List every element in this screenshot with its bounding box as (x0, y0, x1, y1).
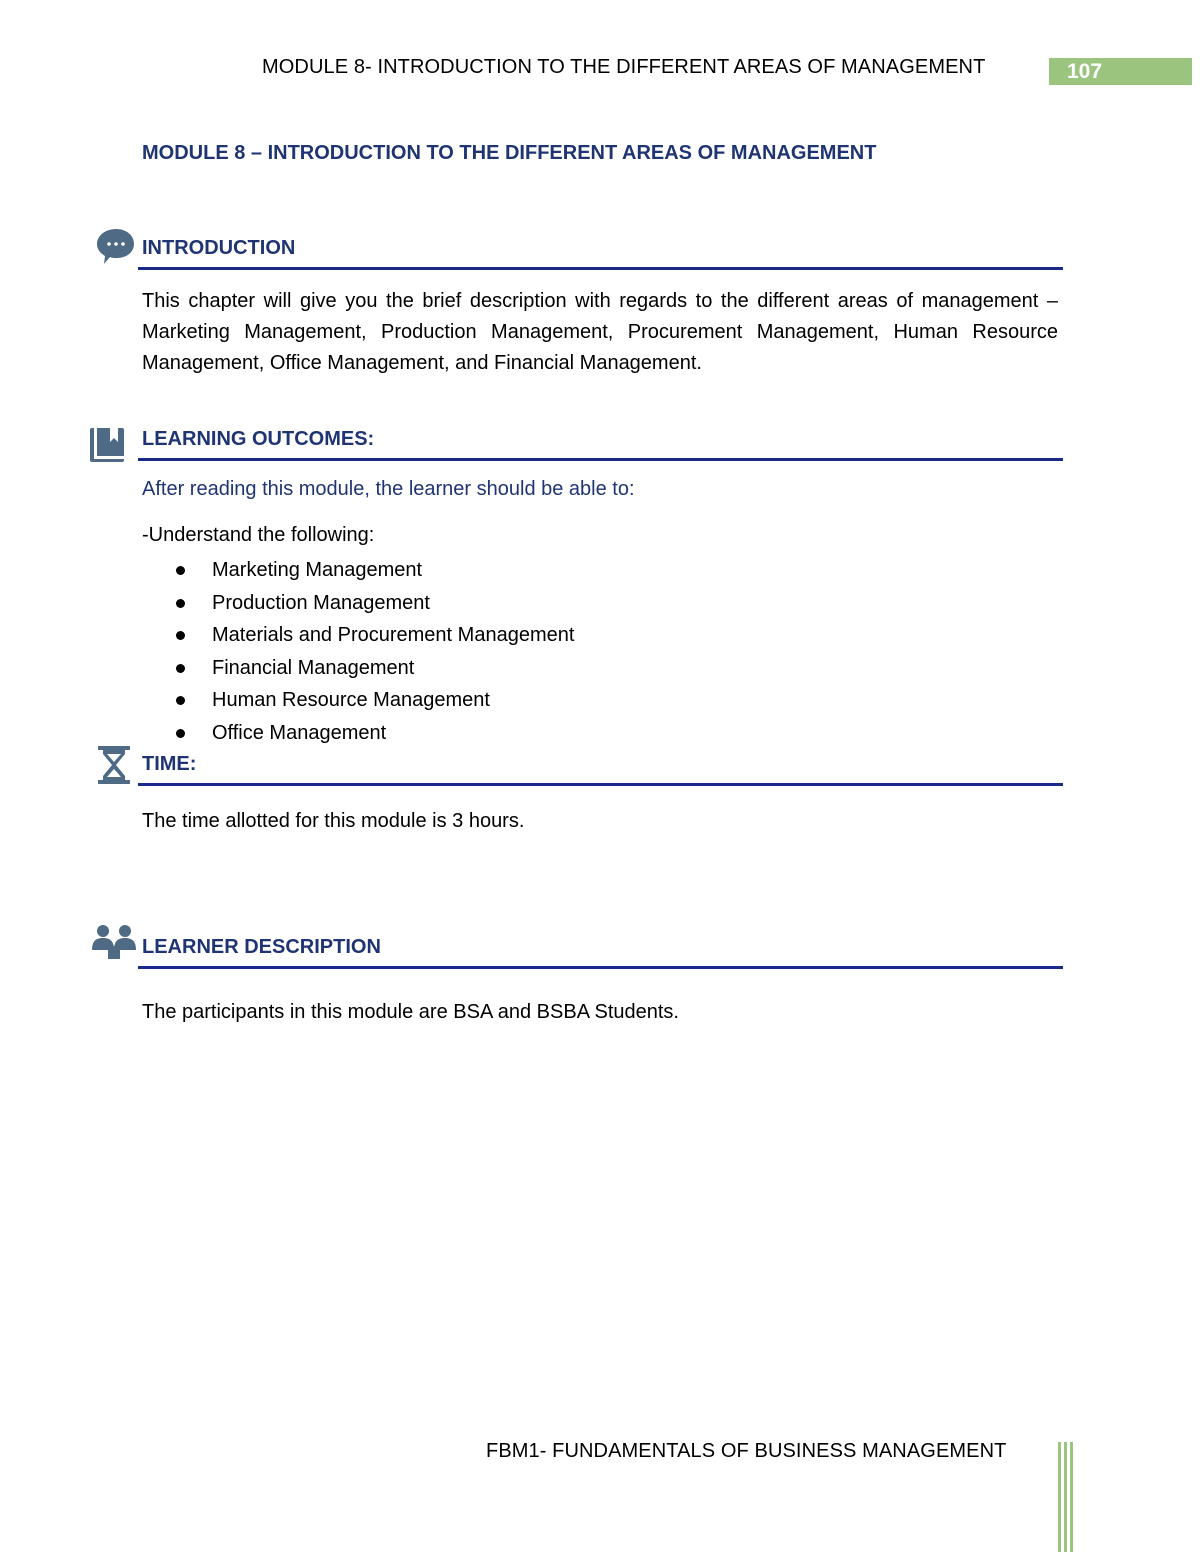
list-item-text: Human Resource Management (212, 689, 490, 712)
bullet-icon (176, 729, 185, 738)
bullet-icon (176, 566, 185, 575)
bullet-icon (176, 696, 185, 705)
module-title: MODULE 8 – INTRODUCTION TO THE DIFFERENT AREAS OF MANAGEMENT (142, 142, 877, 164)
page-number: 107 (1049, 58, 1192, 85)
learner-description-rule (138, 966, 1063, 969)
list-item (174, 686, 574, 719)
list-item (174, 589, 574, 622)
outcomes-lead: After reading this module, the learner should be able to: (142, 478, 635, 500)
list-item-text: Marketing Management (212, 559, 423, 581)
outcome-list (174, 556, 574, 752)
list-item-text: Production Management (212, 591, 430, 614)
people-icon (91, 924, 139, 960)
list-item (174, 719, 574, 752)
footer-course-title: FBM1- FUNDAMENTALS OF BUSINESS MANAGEMENT (486, 1440, 1007, 1462)
bullet-icon (176, 664, 185, 673)
footer-bar (1070, 1442, 1073, 1552)
introduction-rule (138, 267, 1063, 270)
time-rule (138, 783, 1063, 786)
learner-description-heading: LEARNER DESCRIPTION (142, 936, 381, 958)
list-item-text: Materials and Procurement Management (212, 624, 575, 647)
list-item-text: Office Management (212, 721, 387, 744)
time-body: The time allotted for this module is 3 hours. (142, 810, 525, 832)
footer-bar (1064, 1442, 1067, 1552)
book-icon (88, 424, 128, 464)
learner-description-body: The participants in this module are BSA and BSBA Students. (142, 1001, 679, 1023)
list-item (174, 556, 574, 589)
bullet-icon (176, 599, 185, 608)
learning-outcomes-rule (138, 458, 1063, 461)
understand-line: -Understand the following: (142, 524, 375, 546)
list-item-text: Financial Management (212, 656, 415, 679)
learning-outcomes-heading: LEARNING OUTCOMES: (142, 428, 375, 450)
running-header: MODULE 8- INTRODUCTION TO THE DIFFERENT AREAS OF MANAGEMENT (262, 56, 986, 78)
time-heading: TIME: (142, 753, 197, 775)
list-item (174, 654, 574, 687)
list-item (174, 621, 574, 654)
introduction-body: This chapter will give you the brief description with regards to the different areas of management – Marketing Management, Production Management, Procurement Management, Human Resource Management, Office Management, and Financial Management. (142, 290, 1058, 374)
bullet-icon (176, 631, 185, 640)
speech-bubble-icon (95, 227, 137, 267)
hourglass-icon (96, 745, 132, 785)
introduction-heading: INTRODUCTION (142, 237, 296, 259)
footer-bar (1058, 1442, 1061, 1552)
